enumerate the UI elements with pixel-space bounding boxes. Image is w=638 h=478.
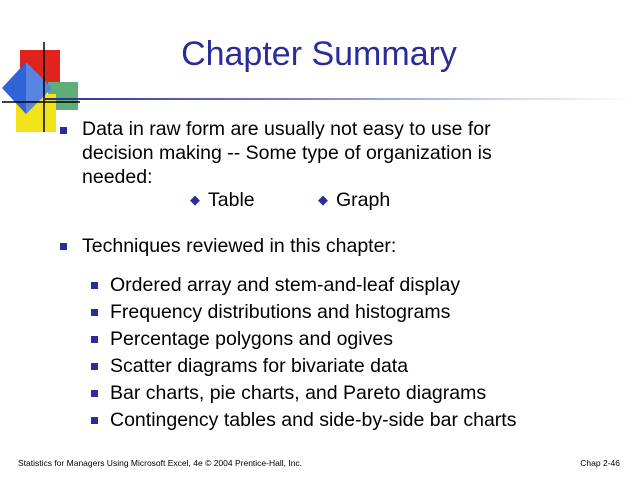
square-bullet-icon [91, 282, 98, 289]
square-bullet-icon [60, 127, 67, 134]
square-bullet-icon [91, 309, 98, 316]
square-bullet-icon [91, 417, 98, 424]
diamond-bullet-icon: ◆ [318, 192, 328, 207]
form-item-table [190, 188, 255, 214]
list-item: Frequency distributions and histograms [110, 301, 451, 323]
form-item-graph [318, 188, 390, 214]
square-bullet-icon [91, 363, 98, 370]
list-item: Percentage polygons and ogives [110, 328, 393, 350]
square-bullet-icon [91, 390, 98, 397]
list-item: Ordered array and stem-and-leaf display [110, 274, 461, 296]
square-bullet-icon [60, 243, 67, 250]
form-label: Graph [336, 189, 391, 211]
footer-page-number: Chap 2-46 [580, 458, 620, 468]
title-rule [44, 98, 638, 100]
list-item: Contingency tables and side-by-side bar charts [110, 409, 517, 431]
bullet-text-1: Data in raw form are usually not easy to use for decision making -- Some type of organization is needed: [82, 118, 492, 188]
list-item: Scatter diagrams for bivariate data [110, 355, 409, 377]
form-label: Table [208, 189, 255, 211]
footer-source: Statistics for Managers Using Microsoft Excel, 4e © 2004 Prentice-Hall, Inc. [18, 458, 303, 468]
bullet-text-2: Techniques reviewed in this chapter: [82, 235, 397, 257]
slide-title: Chapter Summary [181, 35, 457, 73]
list-item: Bar charts, pie charts, and Pareto diagrams [110, 382, 487, 404]
diamond-bullet-icon: ◆ [190, 192, 200, 207]
square-bullet-icon [91, 336, 98, 343]
